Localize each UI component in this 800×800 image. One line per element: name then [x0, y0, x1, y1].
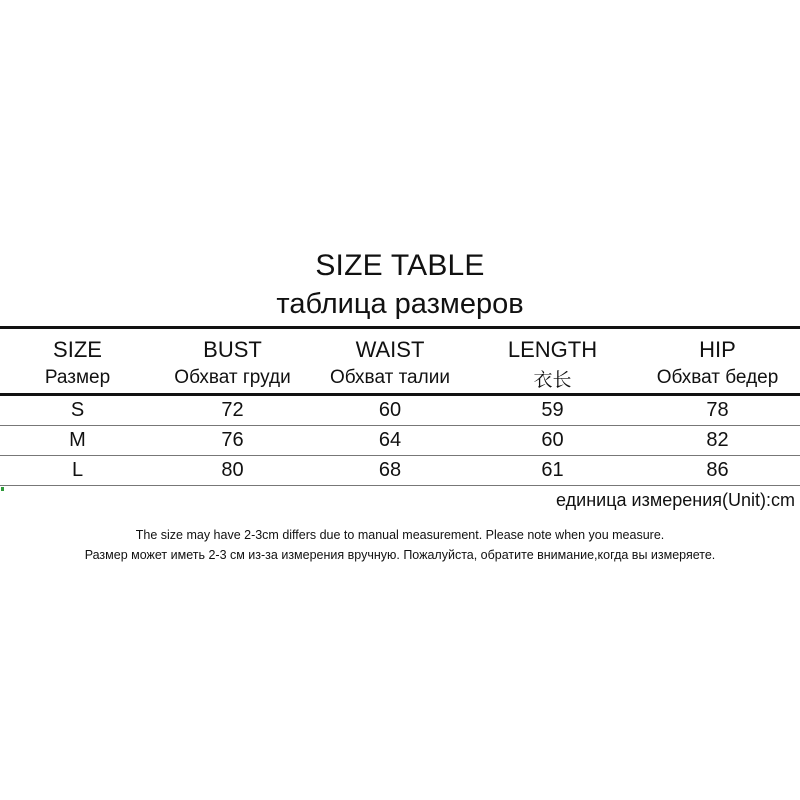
header-row-ru: [0, 363, 800, 395]
length-cell: 61: [470, 456, 635, 486]
measurement-note-en: The size may have 2-3cm differs due to manual measurement. Please note when you measure.: [135, 528, 665, 542]
measurement-note-ru: Размер может иметь 2-3 см из-за измерения вручную. Пожалуйста, обратите внимание,когда вы измеряете.: [84, 548, 716, 562]
header-waist: WAIST: [310, 328, 470, 364]
unit-note: единица измерения(Unit):cm: [556, 490, 795, 510]
header-size: SIZE: [0, 328, 155, 364]
table-row: [0, 426, 800, 456]
header-length: LENGTH: [470, 328, 635, 364]
hip-cell: 86: [635, 456, 800, 486]
header-row-en: [0, 328, 800, 364]
header-length-cn: 衣长: [470, 363, 635, 395]
size-cell: L: [0, 456, 155, 486]
title-en: SIZE TABLE: [315, 249, 485, 282]
length-cell: 60: [470, 426, 635, 456]
header-hip-ru: Обхват бедер: [635, 363, 800, 395]
size-cell: M: [0, 426, 155, 456]
header-bust: BUST: [155, 328, 310, 364]
bust-cell: 76: [155, 426, 310, 456]
bust-cell: 80: [155, 456, 310, 486]
header-size-ru: Размер: [0, 363, 155, 395]
green-corner-mark: [1, 487, 4, 491]
waist-cell: 60: [310, 395, 470, 426]
size-cell: S: [0, 395, 155, 426]
hip-cell: 82: [635, 426, 800, 456]
header-bust-ru: Обхват груди: [155, 363, 310, 395]
title-ru: таблица размеров: [276, 288, 524, 320]
hip-cell: 78: [635, 395, 800, 426]
bust-cell: 72: [155, 395, 310, 426]
waist-cell: 68: [310, 456, 470, 486]
size-table: [0, 326, 800, 486]
table-row: [0, 456, 800, 486]
table-row: [0, 395, 800, 426]
header-waist-ru: Обхват талии: [310, 363, 470, 395]
waist-cell: 64: [310, 426, 470, 456]
length-cell: 59: [470, 395, 635, 426]
header-hip: HIP: [635, 328, 800, 364]
